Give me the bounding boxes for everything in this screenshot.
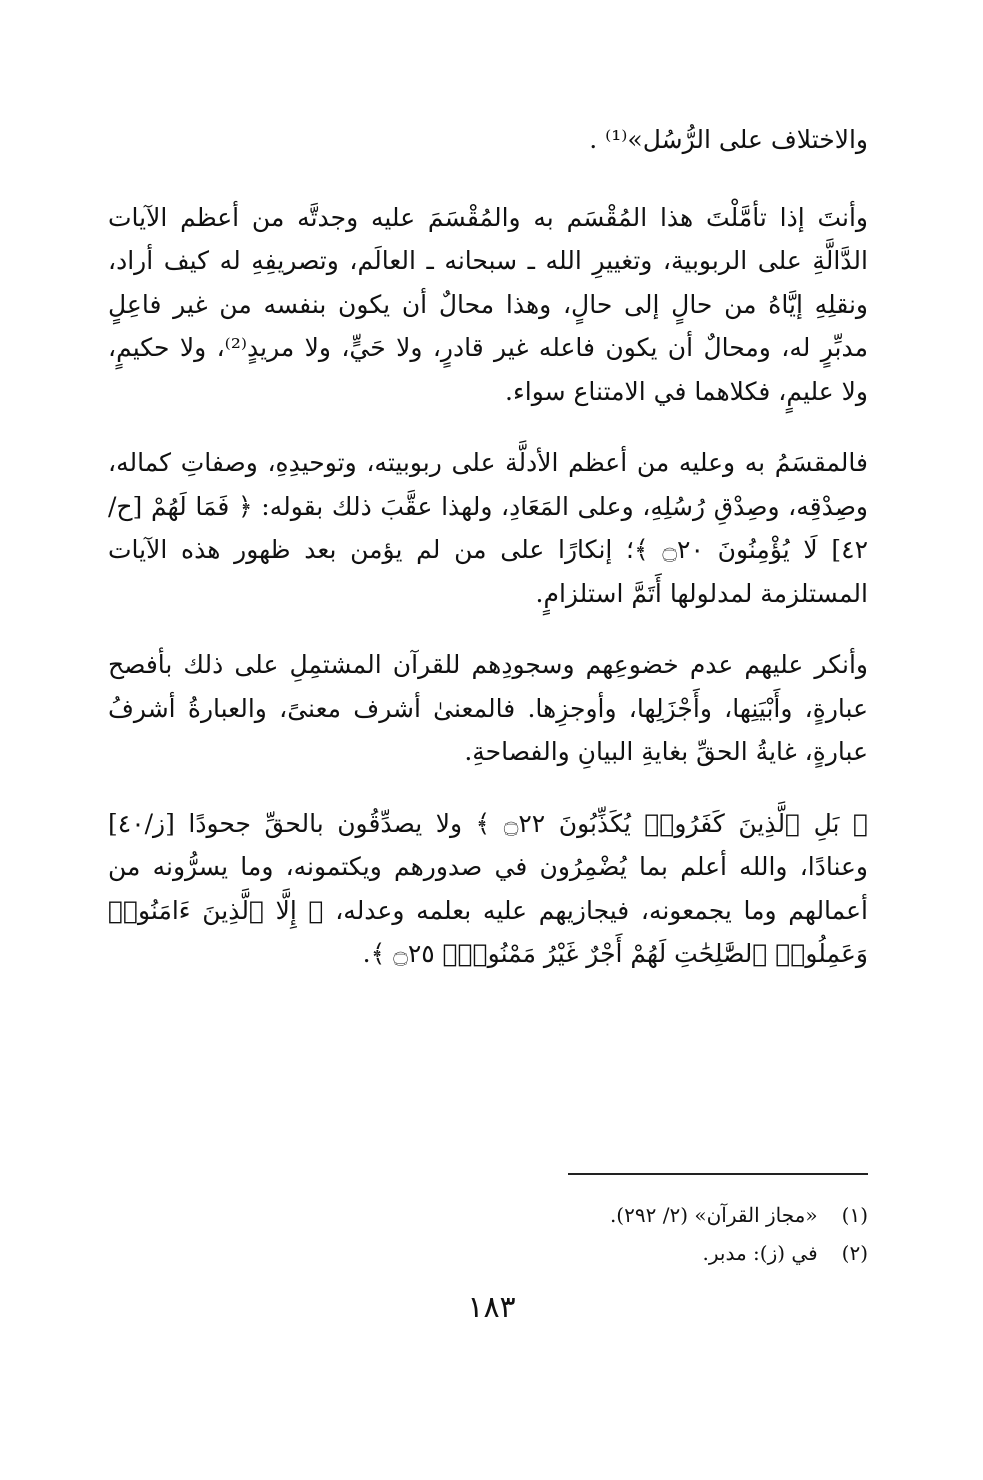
page-body [108,118,868,1004]
paragraph-2: وأنتَ إذا تأمَّلْتَ هذا المُقْسَم به والمُقْسَمَ عليه وجدتَّه من أعظم الآيات الدَّالَّةِ على الربوبية، وتغييرِ الله ـ سبحانه ـ العالَم، وتصريفِهِ له كيف أراد، ونقلِهِ إيَّاهُ من حالٍ إلى حالٍ، وهذا محالٌ أن يكون بنفسه من غير فاعِلٍ مدبِّرٍ له، ومحالٌ أن يكون فاعله غير قادرٍ، ولا حَيٍّ، ولا مريدٍ⁽²⁾، ولا حكيمٍ، ولا عليمٍ، فكلاهما في الامتناع سواء. [108,202,869,406]
paragraph-5: ﴿ بَلِ ٱلَّذِينَ كَفَرُوا۟ يُكَذِّبُونَ ۝٢٢ ﴾ ولا يصدِّقُون بالحقِّ جحودًا [ز/٤٠] وعنادًا، والله أعلم بما يُضْمِرُون في صدورهم ويكتمونه، وما يسرُّونه من أعمالهم وما يجمعونه، فيجازيهم عليه بعلمه وعدله، ﴿ إِلَّا ٱلَّذِينَ ءَامَنُوا۟ وَعَمِلُوا۟ ٱلصَّٰلِحَٰتِ لَهُمْ أَجْرٌ غَيْرُ مَمْنُونٍۭ ۝٢٥ ﴾. [108,808,868,968]
footnote-1-text: «مجاز القرآن» (٢/ ٢٩٢). [609,1203,818,1227]
page-number: ١٨٣ [467,1290,516,1325]
paragraph-4: وأنكر عليهم عدم خضوعِهم وسجودِهم للقرآن المشتمِلِ على ذلك بأفصح عبارةٍ، وأَبْيَنِها، وأَجْزَلِها، وأوجزِها. فالمعنىٰ أشرف معنىً، والعبارةُ أشرفُ عبارةٍ، غايةُ الحقِّ بغايةِ البيانِ والفصاحةِ. [108,650,868,766]
footnote-1 [368,1196,868,1234]
footnote-1-number: (١) [841,1203,868,1227]
paragraph-3: فالمقسَمُ به وعليه من أعظم الأدلَّة على ربوبيته، وتوحيدِهِ، وصفاتِ كماله، وصِدْقِه، وصِدْقِ رُسُلِهِ، وعلى المَعَادِ، ولهذا عقَّبَ ذلك بقوله: ﴿ فَمَا لَهُمْ [ح/٤٢] لَا يُؤْمِنُونَ ۝٢٠ ﴾؛ إنكارًا على من لم يؤمن بعد ظهور هذه الآيات المستلزمة لمدلولها أَتَمَّ استلزامٍ. [108,448,868,608]
footnotes [368,1196,868,1272]
footnote-2-text: في (ز): مدبر. [702,1241,818,1265]
paragraph-1: والاختلاف على الرُّسُل»⁽¹⁾ . [589,125,868,154]
footnote-2-number: (٢) [841,1241,868,1265]
footnote-divider [568,1173,868,1175]
footnote-2 [368,1234,868,1272]
